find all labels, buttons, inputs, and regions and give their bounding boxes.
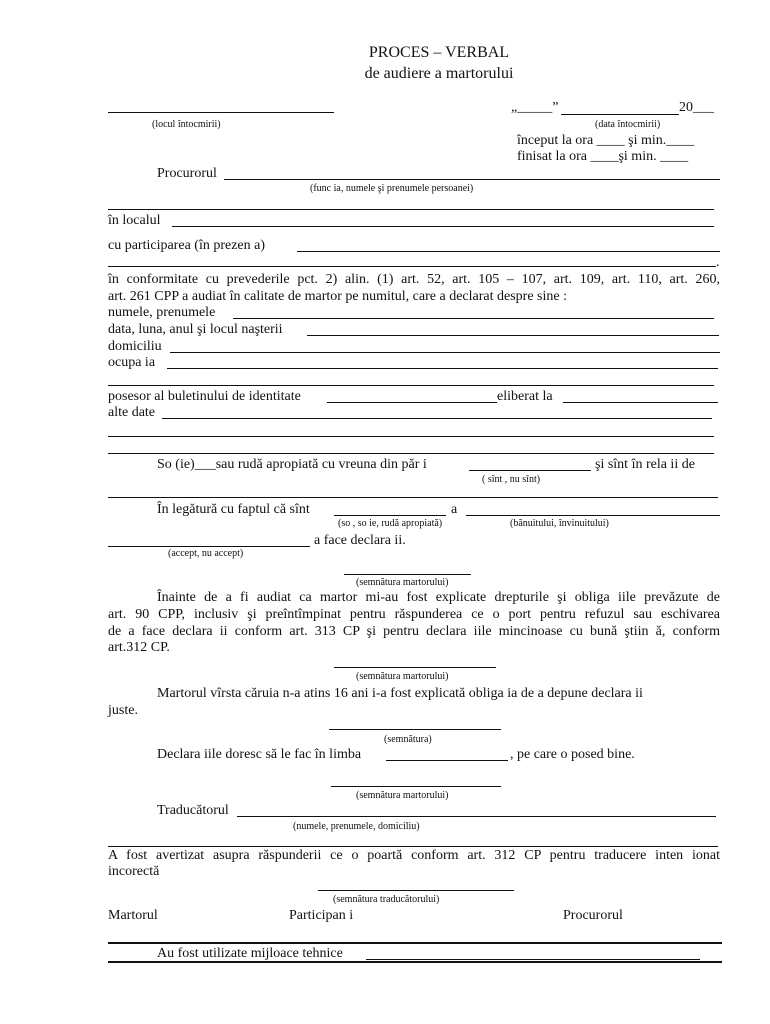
date-month-line <box>561 114 679 115</box>
inainte-line-2: art. 90 CPP, inclusiv şi preîntîmpinat pentru răspunderea ce o port pentru refuzul sau eschivarea <box>108 607 720 622</box>
sot-text-end: şi sînt în rela ii de <box>595 457 695 472</box>
sig-caption-1: (semnătura martorului) <box>356 577 449 588</box>
alte-line <box>162 418 712 419</box>
ocupatia-label: ocupa ia <box>108 355 156 370</box>
limba-text: Declara iile doresc să le fac în limba <box>157 747 362 762</box>
footer-martorul: Martorul <box>108 908 158 923</box>
legatura-line-1 <box>334 515 446 516</box>
inainte-line-4: art.312 CP. <box>108 640 170 655</box>
sig-line-5 <box>318 890 514 891</box>
alte-line-3 <box>108 453 714 454</box>
sig-line-1 <box>344 574 471 575</box>
start-time: început la ora ____ şi min.____ <box>517 133 695 148</box>
end-time: finisat la ora ____şi min. ____ <box>517 149 689 164</box>
ocupatia-line-2 <box>108 385 714 386</box>
declaratii-line <box>108 546 310 547</box>
localul-label: în localul <box>108 213 161 228</box>
sig-line-3 <box>329 729 501 730</box>
sot-caption: ( sînt , nu sînt) <box>482 474 541 485</box>
date-year: 20___ <box>679 100 714 115</box>
procuror-line <box>224 179 720 180</box>
buletin-label: posesor al buletinului de identitate <box>108 389 301 404</box>
legatura-a: a <box>451 502 458 517</box>
sot-line-2 <box>108 497 718 498</box>
loc-caption: (locul întocmirii) <box>152 119 221 130</box>
minor-line-1: Martorul vîrsta căruia n-a atins 16 ani i-a fost explicată obliga ia de a depune declara ii <box>157 686 643 701</box>
participarea-line <box>297 251 720 252</box>
legatura-caption-2: (bănuitului, învinuitului) <box>510 518 609 529</box>
sig-line-2 <box>334 667 496 668</box>
legatura-caption-1: (so , so ie, rudă apropiată) <box>338 518 443 529</box>
legatura-line-2 <box>466 515 720 516</box>
conformitate-line-2: art. 261 CPP a audiat în calitate de martor pe numitul, care a declarat despre sine : <box>108 289 567 304</box>
nume-label: numele, prenumele <box>108 305 216 320</box>
participarea-line-2 <box>108 266 716 267</box>
date-caption: (data întocmirii) <box>595 119 661 130</box>
footer-procurorul: Procurorul <box>563 908 623 923</box>
sig-caption-5: (semnătura traducătorului) <box>333 894 440 905</box>
nastere-line <box>307 335 719 336</box>
declaratii-text: a face declara ii. <box>314 533 406 548</box>
traducator-line <box>237 816 716 817</box>
participarea-dot: . <box>716 255 720 270</box>
sot-text: So (ie)___sau rudă apropiată cu vreuna din păr i <box>157 457 427 472</box>
page-subtitle: de audiere a martorului <box>364 65 514 82</box>
procuror-caption: (func ia, numele şi prenumele persoanei) <box>310 183 474 194</box>
avertizat-line-2: incorectă <box>108 864 160 879</box>
declaratii-caption: (accept, nu accept) <box>168 548 244 559</box>
eliberat-label: eliberat la <box>497 389 553 404</box>
page-title: PROCES – VERBAL <box>368 44 510 61</box>
inainte-line-1: Înainte de a fi audiat ca martor mi-au fost explicate drepturile şi obliga iile prevăzute de <box>157 590 720 605</box>
sig-line-4 <box>331 786 501 787</box>
nume-line <box>233 318 714 319</box>
sig-caption-2: (semnătura martorului) <box>356 671 449 682</box>
traducator-line-2 <box>108 846 718 847</box>
procuror-line-2 <box>108 209 714 210</box>
conformitate-line-1: în conformitate cu prevederile pct. 2) alin. (1) art. 52, art. 105 – 107, art. 109, art. 110, art. 260, <box>108 272 720 287</box>
localul-line <box>172 226 714 227</box>
tehnice-line <box>366 959 700 960</box>
nastere-label: data, luna, anul şi locul naşterii <box>108 322 283 337</box>
inainte-line-3: de a face declara ii conform art. 313 CP şi pentru declara iile mincinoase cu bună ştiin ă, conform <box>108 624 720 639</box>
alte-line-2 <box>108 436 714 437</box>
date-quote: „_____” <box>511 100 559 115</box>
tehnice-label: Au fost utilizate mijloace tehnice <box>157 946 343 961</box>
limba-text-end: , pe care o posed bine. <box>510 747 635 762</box>
ocupatia-line <box>167 368 718 369</box>
footer-participanti: Participan i <box>289 908 354 923</box>
legatura-text: În legătură cu faptul că sînt <box>157 502 310 517</box>
minor-line-2: juste. <box>108 703 138 718</box>
alte-label: alte date <box>108 405 156 420</box>
sig-caption-4: (semnătura martorului) <box>356 790 449 801</box>
limba-line <box>386 760 508 761</box>
domiciliu-label: domiciliu <box>108 339 162 354</box>
buletin-line <box>327 402 497 403</box>
traducator-label: Traducătorul <box>157 803 229 818</box>
sig-caption-3: (semnătura) <box>384 734 432 745</box>
footer-rule <box>108 942 722 944</box>
sot-line <box>469 470 591 471</box>
participarea-label: cu participarea (în prezen a) <box>108 238 266 253</box>
traducator-caption: (numele, prenumele, domiciliu) <box>293 821 420 832</box>
avertizat-line-1: A fost avertizat asupra răspunderii ce o poartă conform art. 312 CP pentru traducere inten ionat <box>108 848 720 863</box>
loc-line <box>108 112 334 113</box>
eliberat-line <box>563 402 718 403</box>
procuror-label: Procurorul <box>157 166 217 181</box>
footer-rule-2 <box>108 961 722 963</box>
domiciliu-line <box>170 352 720 353</box>
